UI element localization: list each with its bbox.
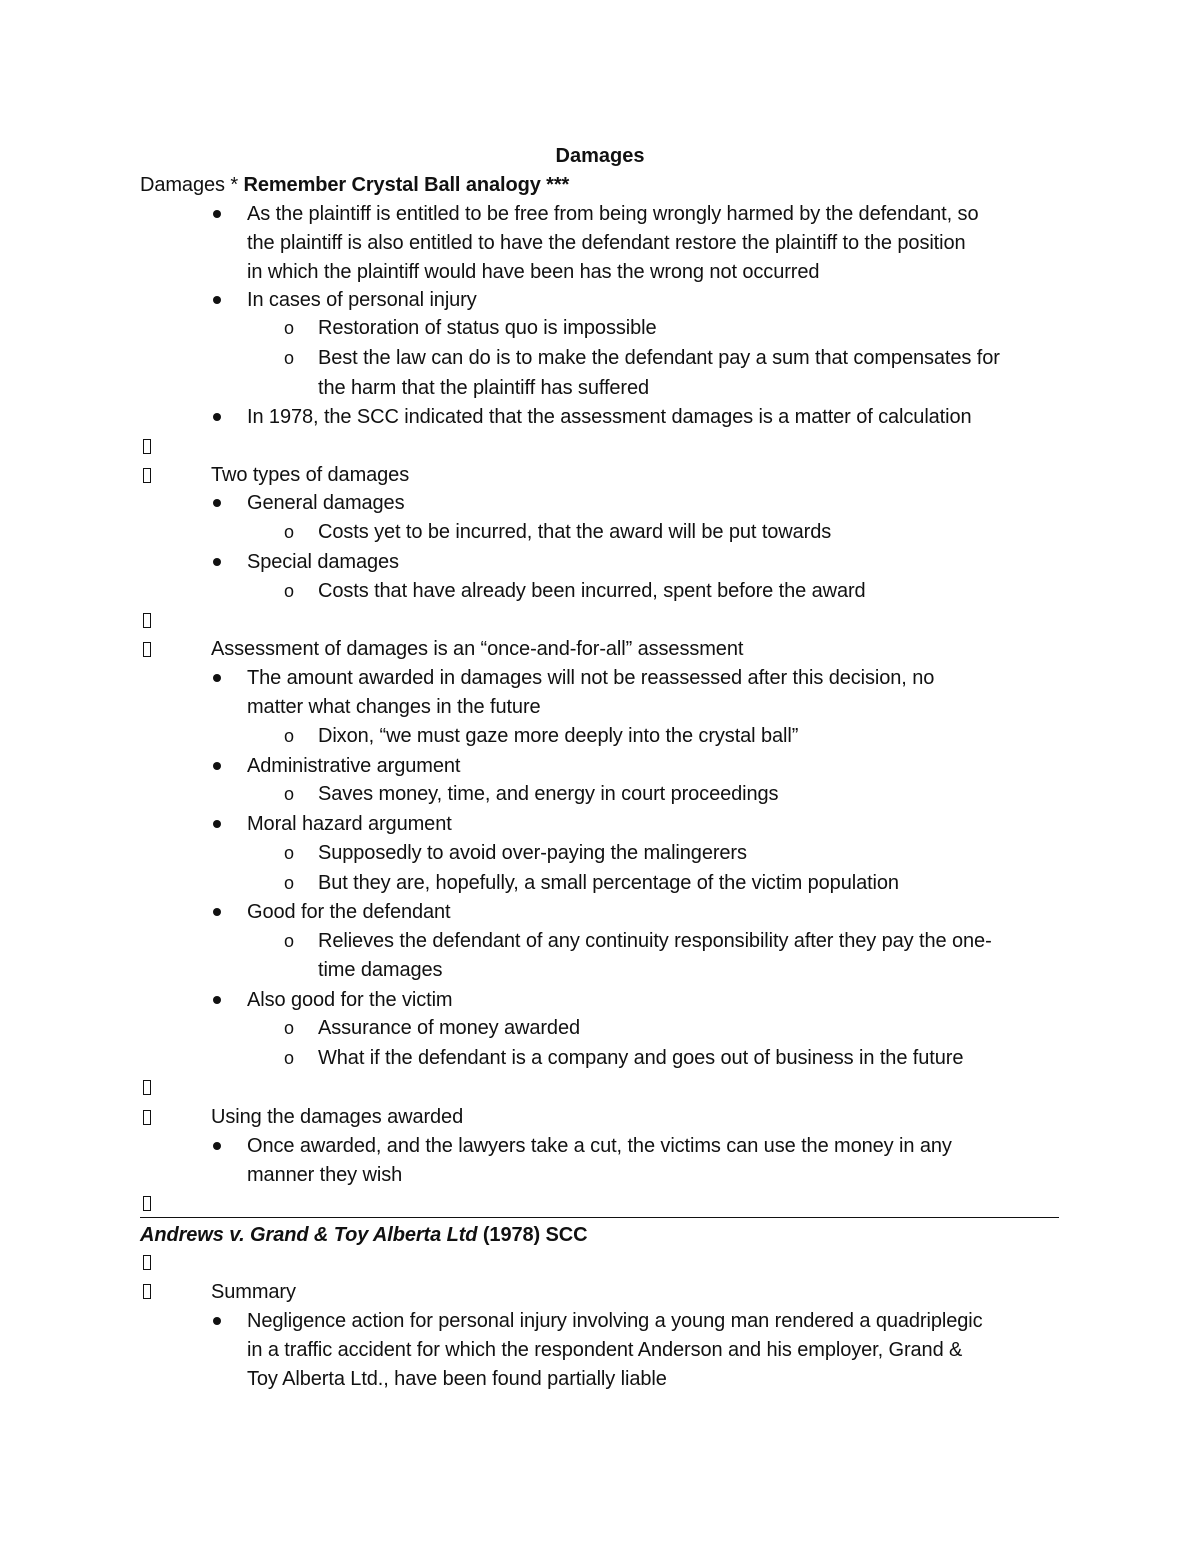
list-item-text: Negligence action for personal injury involving a young man rendered a quadriplegic — [247, 1310, 983, 1332]
sub-item-text: But they are, hopefully, a small percentage of the victim population — [318, 872, 899, 894]
bullet-icon — [213, 210, 221, 218]
bullet-icon — [213, 1142, 221, 1150]
list-item-text: Moral hazard argument — [247, 813, 452, 835]
list-item-text: Also good for the victim — [247, 989, 453, 1011]
sub-bullet-icon: o — [284, 522, 295, 542]
missing-glyph-icon — [143, 439, 151, 454]
list-item-text: matter what changes in the future — [247, 696, 541, 718]
list-item-text: in which the plaintiff would have been has the wrong not occurred — [247, 261, 820, 283]
section-heading: Using the damages awarded — [211, 1106, 464, 1128]
missing-glyph-icon — [143, 642, 151, 657]
intro-prefix: Damages * — [140, 174, 244, 196]
intro-suffix: *** — [540, 174, 570, 196]
sub-item-text: Costs that have already been incurred, spent before the award — [318, 580, 866, 602]
section-heading: Assessment of damages is an “once-and-for-all” assessment — [211, 638, 744, 660]
missing-glyph-icon — [143, 1110, 151, 1125]
bullet-icon — [213, 499, 221, 507]
list-item-text: the plaintiff is also entitled to have the defendant restore the plaintiff to the position — [247, 232, 966, 254]
bullet-icon — [213, 413, 221, 421]
sub-bullet-icon: o — [284, 726, 295, 746]
sub-bullet-icon: o — [284, 873, 295, 893]
sub-item-text: the harm that the plaintiff has suffered — [318, 377, 650, 399]
bullet-icon — [213, 674, 221, 682]
sub-item-text: Saves money, time, and energy in court proceedings — [318, 783, 779, 805]
sub-item-text: Restoration of status quo is impossible — [318, 317, 657, 339]
sub-item-text: Best the law can do is to make the defendant pay a sum that compensates for — [318, 347, 1000, 369]
missing-glyph-icon — [143, 1196, 151, 1211]
bullet-icon — [213, 820, 221, 828]
list-item-text: Special damages — [247, 551, 399, 573]
case-citation: (1978) SCC — [477, 1224, 588, 1246]
intro-line — [140, 171, 569, 200]
sub-item-text: Supposedly to avoid over-paying the malingerers — [318, 842, 747, 864]
missing-glyph-icon — [143, 613, 151, 628]
bullet-icon — [213, 558, 221, 566]
sub-bullet-icon: o — [284, 1018, 295, 1038]
intro-emphasis: Remember Crystal Ball analogy — [243, 174, 541, 196]
list-item-text: In cases of personal injury — [247, 289, 477, 311]
section-heading: Summary — [211, 1281, 296, 1303]
sub-item-text: time damages — [318, 959, 443, 981]
sub-bullet-icon: o — [284, 348, 295, 368]
case-name: Andrews v. Grand & Toy Alberta Ltd — [140, 1224, 478, 1246]
section-heading: Two types of damages — [211, 464, 410, 486]
missing-glyph-icon — [143, 1284, 151, 1299]
bullet-icon — [213, 996, 221, 1004]
sub-item-text: Costs yet to be incurred, that the award will be put towards — [318, 521, 832, 543]
bullet-icon — [213, 296, 221, 304]
case-heading — [140, 1221, 587, 1250]
page-title: Damages — [555, 145, 645, 167]
sub-bullet-icon: o — [284, 784, 295, 804]
list-item-text: The amount awarded in damages will not be reassessed after this decision, no — [247, 667, 935, 689]
sub-bullet-icon: o — [284, 1048, 295, 1068]
sub-bullet-icon: o — [284, 843, 295, 863]
sub-item-text: Dixon, “we must gaze more deeply into the crystal ball” — [318, 725, 799, 747]
list-item-text: manner they wish — [247, 1164, 403, 1186]
list-item-text: General damages — [247, 492, 405, 514]
list-item-text: As the plaintiff is entitled to be free from being wrongly harmed by the defendant, so — [247, 203, 979, 225]
list-item-text: Toy Alberta Ltd., have been found partially liable — [247, 1368, 667, 1390]
bullet-icon — [213, 762, 221, 770]
sub-bullet-icon: o — [284, 318, 295, 338]
sub-item-text: Assurance of money awarded — [318, 1017, 580, 1039]
missing-glyph-icon — [143, 1080, 151, 1095]
sub-bullet-icon: o — [284, 931, 295, 951]
bullet-icon — [213, 1317, 221, 1325]
list-item-text: In 1978, the SCC indicated that the assessment damages is a matter of calculation — [247, 406, 972, 428]
sub-item-text: Relieves the defendant of any continuity responsibility after they pay the one- — [318, 930, 992, 952]
sub-bullet-icon: o — [284, 581, 295, 601]
bullet-icon — [213, 908, 221, 916]
list-item-text: Good for the defendant — [247, 901, 451, 923]
list-item-text: in a traffic accident for which the respondent Anderson and his employer, Grand & — [247, 1339, 963, 1361]
list-item-text: Administrative argument — [247, 755, 461, 777]
section-divider — [140, 1217, 1059, 1218]
sub-item-text: What if the defendant is a company and goes out of business in the future — [318, 1047, 964, 1069]
missing-glyph-icon — [143, 1255, 151, 1270]
missing-glyph-icon — [143, 468, 151, 483]
list-item-text: Once awarded, and the lawyers take a cut, the victims can use the money in any — [247, 1135, 952, 1157]
